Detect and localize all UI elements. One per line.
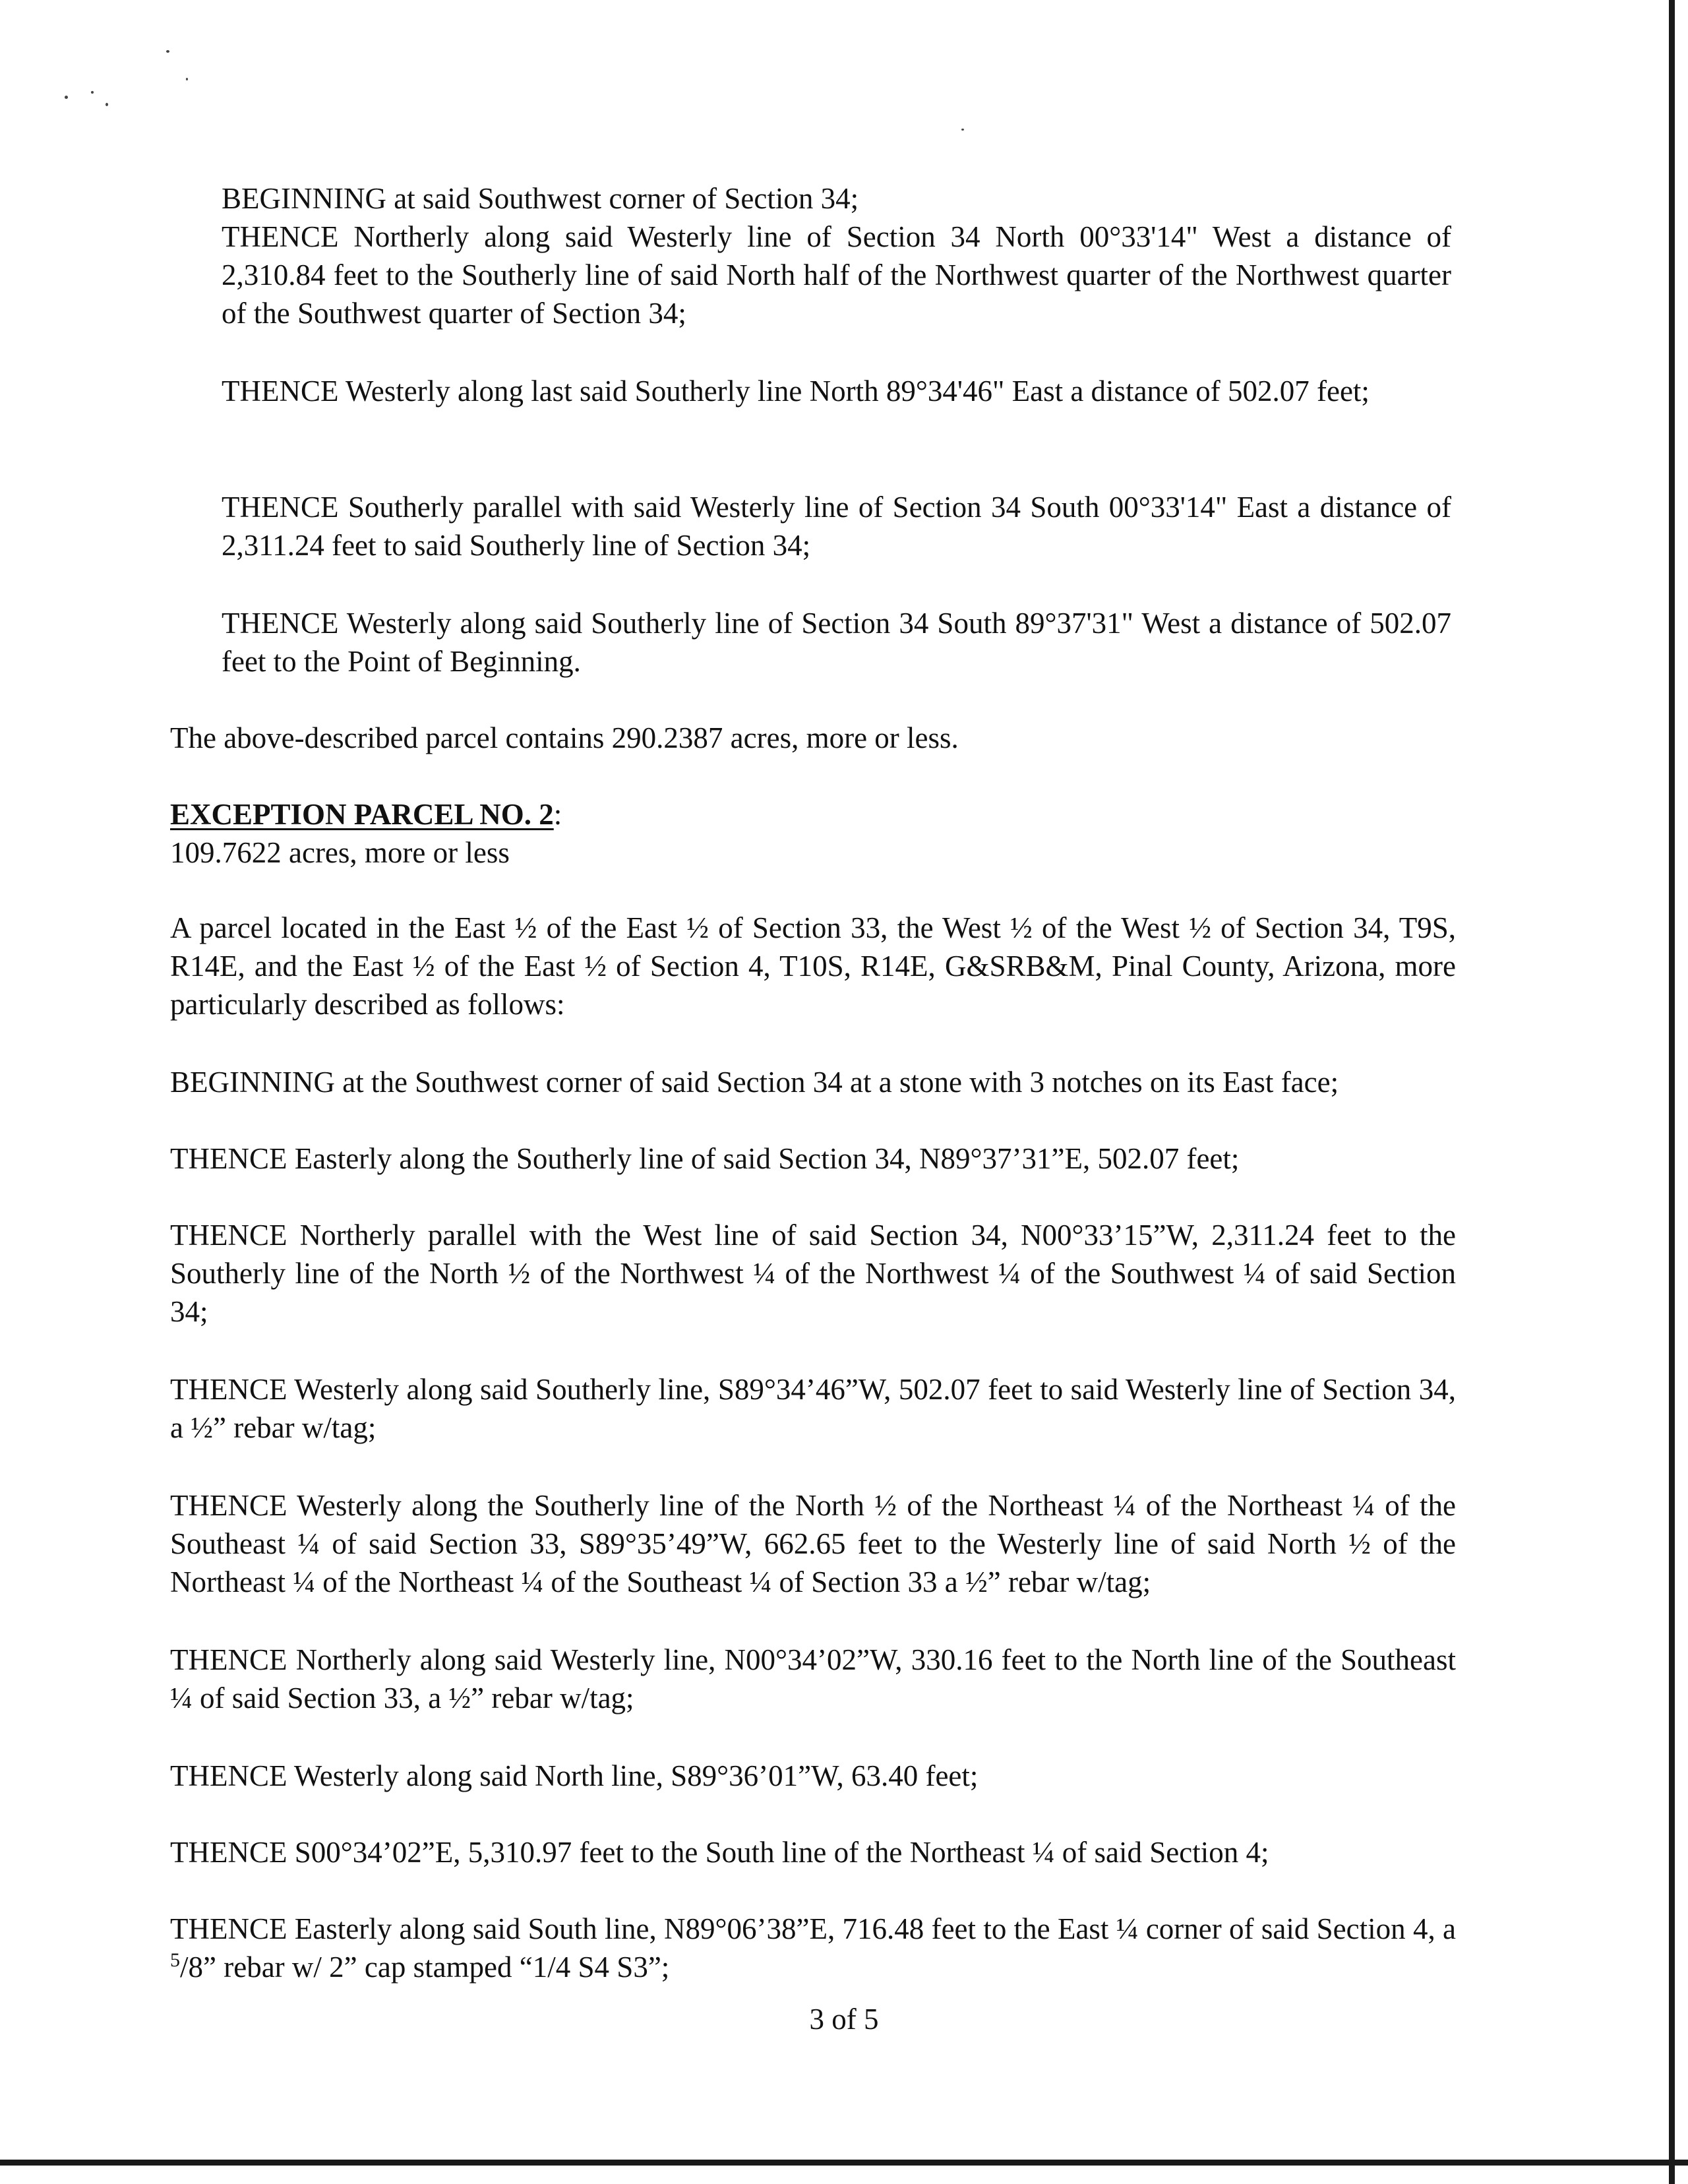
paragraph: THENCE Westerly along said North line, S89°36’01”W, 63.40 feet; bbox=[170, 1759, 979, 1792]
page-number: 3 of 5 bbox=[809, 2003, 879, 2036]
paragraph: THENCE Northerly along said Westerly line of Section 34 North 00°33'14" West a distance of 2,310.84 feet to the Southerly line of said North half of the Northwest quarter of the Northwest quarter of the Southwest quarter of Section 34; bbox=[222, 220, 1451, 330]
paragraph: THENCE Westerly along said Southerly line, S89°34’46”W, 502.07 feet to said Westerly line of Section 34, a ½” rebar w/tag; bbox=[170, 1373, 1456, 1444]
paragraph: A parcel located in the East ½ of the East ½ of Section 33, the West ½ of the West ½ of Section 34, T9S, R14E, and the East ½ of the East ½ of Section 4, T10S, R14E, G&SRB&M, Pinal County, Arizona, more particularly described as follows: bbox=[170, 911, 1456, 1021]
paragraph-text: THENCE Easterly along said South line, N89°06’38”E, 716.48 feet to the East ¼ corner of said Section 4, a bbox=[170, 1912, 1456, 1945]
paragraph: BEGINNING at the Southwest corner of said Section 34 at a stone with 3 notches on its East face; bbox=[170, 1066, 1339, 1099]
paragraph: BEGINNING at said Southwest corner of Section 34; bbox=[222, 182, 859, 215]
heading-colon: : bbox=[553, 798, 562, 831]
paragraph: THENCE Easterly along the Southerly line of said Section 34, N89°37’31”E, 502.07 feet; bbox=[170, 1142, 1240, 1175]
paragraph-text: rebar w/ 2” cap stamped “1/4 S4 S3”; bbox=[216, 1951, 670, 1984]
paragraph: THENCE Westerly along last said Southerly line North 89°34'46" East a distance of 502.07 feet; bbox=[222, 375, 1370, 408]
exception-parcel-heading bbox=[170, 795, 1456, 834]
exception-parcel-acreage: 109.7622 acres, more or less bbox=[170, 836, 510, 869]
paragraph: THENCE Northerly along said Westerly line, N00°34’02”W, 330.16 feet to the North line of the Southeast ¼ of said Section 33, a ½” rebar w/tag; bbox=[170, 1643, 1456, 1714]
paragraph: THENCE Westerly along the Southerly line of the North ½ of the Northeast ¼ of the Northeast ¼ of the Southeast ¼ of said Section 33, S89°35’49”W, 662.65 feet to the Westerly line of said North ½ of the Northeast ¼ of the Northeast ¼ of the Southeast ¼ of Section 33 a ½” rebar w/tag; bbox=[170, 1489, 1456, 1598]
paragraph: THENCE Westerly along said Southerly line of Section 34 South 89°37'31" West a distance of 502.07 feet to the Point of Beginning. bbox=[222, 607, 1451, 678]
exception-parcel-heading-text: EXCEPTION PARCEL NO. 2 bbox=[170, 798, 554, 831]
fraction-numerator: 5 bbox=[170, 1949, 180, 1971]
paragraph: THENCE Southerly parallel with said Westerly line of Section 34 South 00°33'14" East a distance of 2,311.24 feet to said Southerly line of Section 34; bbox=[222, 491, 1451, 562]
parcel-acreage-summary: The above-described parcel contains 290.2387 acres, more or less. bbox=[170, 721, 959, 754]
paragraph: THENCE S00°34’02”E, 5,310.97 feet to the South line of the Northeast ¼ of said Section 4; bbox=[170, 1836, 1269, 1869]
paragraph-last bbox=[170, 1910, 1456, 1986]
paragraph: THENCE Northerly parallel with the West line of said Section 34, N00°33’15”W, 2,311.24 feet to the Southerly line of the North ½ of the Northwest ¼ of the Northwest ¼ of the Southwest ¼ of said Section 34; bbox=[170, 1219, 1456, 1328]
fraction-denominator: /8” bbox=[180, 1951, 216, 1984]
